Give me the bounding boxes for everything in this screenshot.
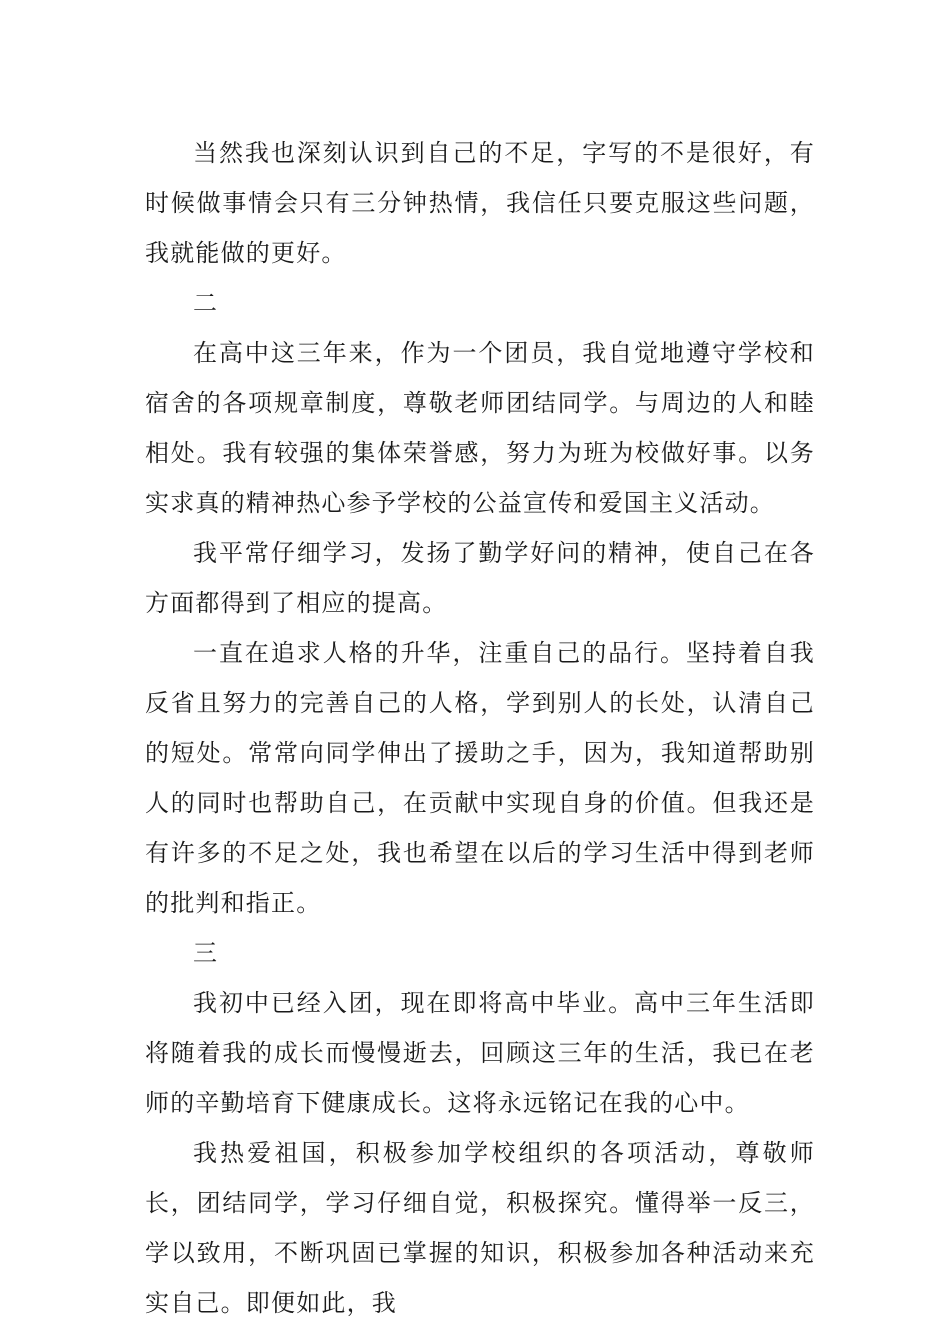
document-body [145,128,815,1328]
paragraph-graduation: 我初中已经入团，现在即将高中毕业。高中三年生活即将随着我的成长而慢慢逝去，回顾这三年的生活，我已在老师的辛勤培育下健康成长。这将永远铭记在我的心中。 [145,989,815,1117]
paragraph-patriotism: 我热爱祖国，积极参加学校组织的各项活动，尊敬师长，团结同学，学习仔细自觉，积极探究。懂得举一反三，学以致用，不断巩固已掌握的知识，积极参加各种活动来充实自己。即便如此，我 [145,1139,815,1317]
section-heading-two: 二 [193,289,219,317]
paragraph-self-reflection: 当然我也深刻认识到自己的不足，字写的不是很好，有时候做事情会只有三分钟热情，我信任只要克服这些问题，我就能做的更好。 [145,139,815,267]
paragraph-study: 我平常仔细学习，发扬了勤学好问的精神，使自己在各方面都得到了相应的提高。 [145,539,815,617]
section-heading-three: 三 [193,939,219,967]
paragraph-league-member: 在高中这三年来，作为一个团员，我自觉地遵守学校和宿舍的各项规章制度，尊敬老师团结同学。与周边的人和睦相处。我有较强的集体荣誉感，努力为班为校做好事。以务实求真的精神热心参予学校的公益宣传和爱国主义活动。 [145,339,815,517]
paragraph-character: 一直在追求人格的升华，注重自己的品行。坚持着自我反省且努力的完善自己的人格，学到别人的长处，认清自己的短处。常常向同学伸出了援助之手，因为，我知道帮助别人的同时也帮助自己，在贡献中实现自身的价值。但我还是有许多的不足之处，我也希望在以后的学习生活中得到老师的批判和指正。 [145,639,815,917]
